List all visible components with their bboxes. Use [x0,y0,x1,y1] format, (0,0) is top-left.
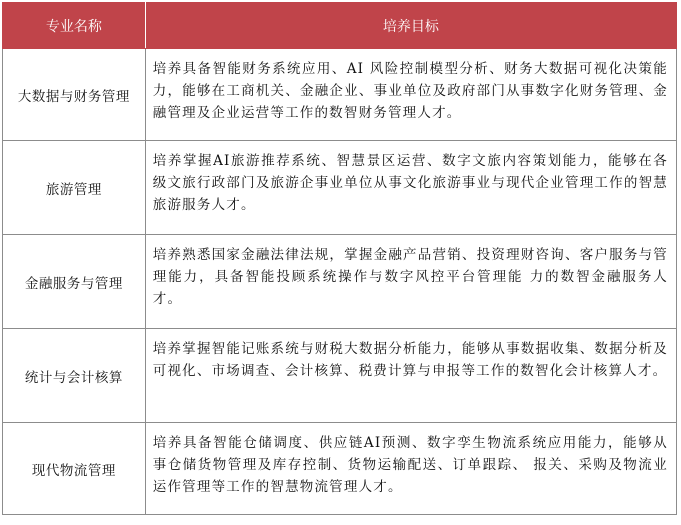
table-row [3,141,677,235]
table-row [3,49,677,141]
training-goal-cell: 培养具备智能仓储调度、供应链AI预测、数字孪生物流系统应用能力，能够从事仓储货物管理及库存控制、货物运输配送、订单跟踪、 报关、采购及物流业运作管理等工作的智慧物流管理人才。 [145,423,676,515]
training-goal-cell: 培养具备智能财务系统应用、AI 风险控制模型分析、财务大数据可视化决策能力，能够在工商机关、金融企业、事业单位及政府部门从事数字化财务管理、金融管理及企业运营等工作的数智财务管理人才。 [145,49,676,141]
header-major-name: 专业名称 [3,3,146,49]
table-row [3,235,677,329]
training-goal-cell: 培养熟悉国家金融法律法规，掌握金融产品营销、投资理财咨询、客户服务与管理能力，具备智能投顾系统操作与数字风控平台管理能 力的数智金融服务人才。 [145,235,676,329]
majors-table [2,2,677,515]
header-training-goal: 培养目标 [145,3,676,49]
major-name-cell: 统计与会计核算 [3,329,146,423]
major-name-cell: 大数据与财务管理 [3,49,146,141]
major-name-cell: 现代物流管理 [3,423,146,515]
table-row [3,423,677,515]
major-name-cell: 旅游管理 [3,141,146,235]
table-header-row [3,3,677,49]
table-row [3,329,677,423]
major-name-cell: 金融服务与管理 [3,235,146,329]
training-goal-cell: 培养掌握AI旅游推荐系统、智慧景区运营、数字文旅内容策划能力，能够在各级文旅行政部门及旅游企事业单位从事文化旅游事业与现代企业管理工作的智慧旅游服务人才。 [145,141,676,235]
training-goal-cell: 培养掌握智能记账系统与财税大数据分析能力，能够从事数据收集、数据分析及可视化、市场调查、会计核算、税费计算与申报等工作的数智化会计核算人才。 [145,329,676,423]
